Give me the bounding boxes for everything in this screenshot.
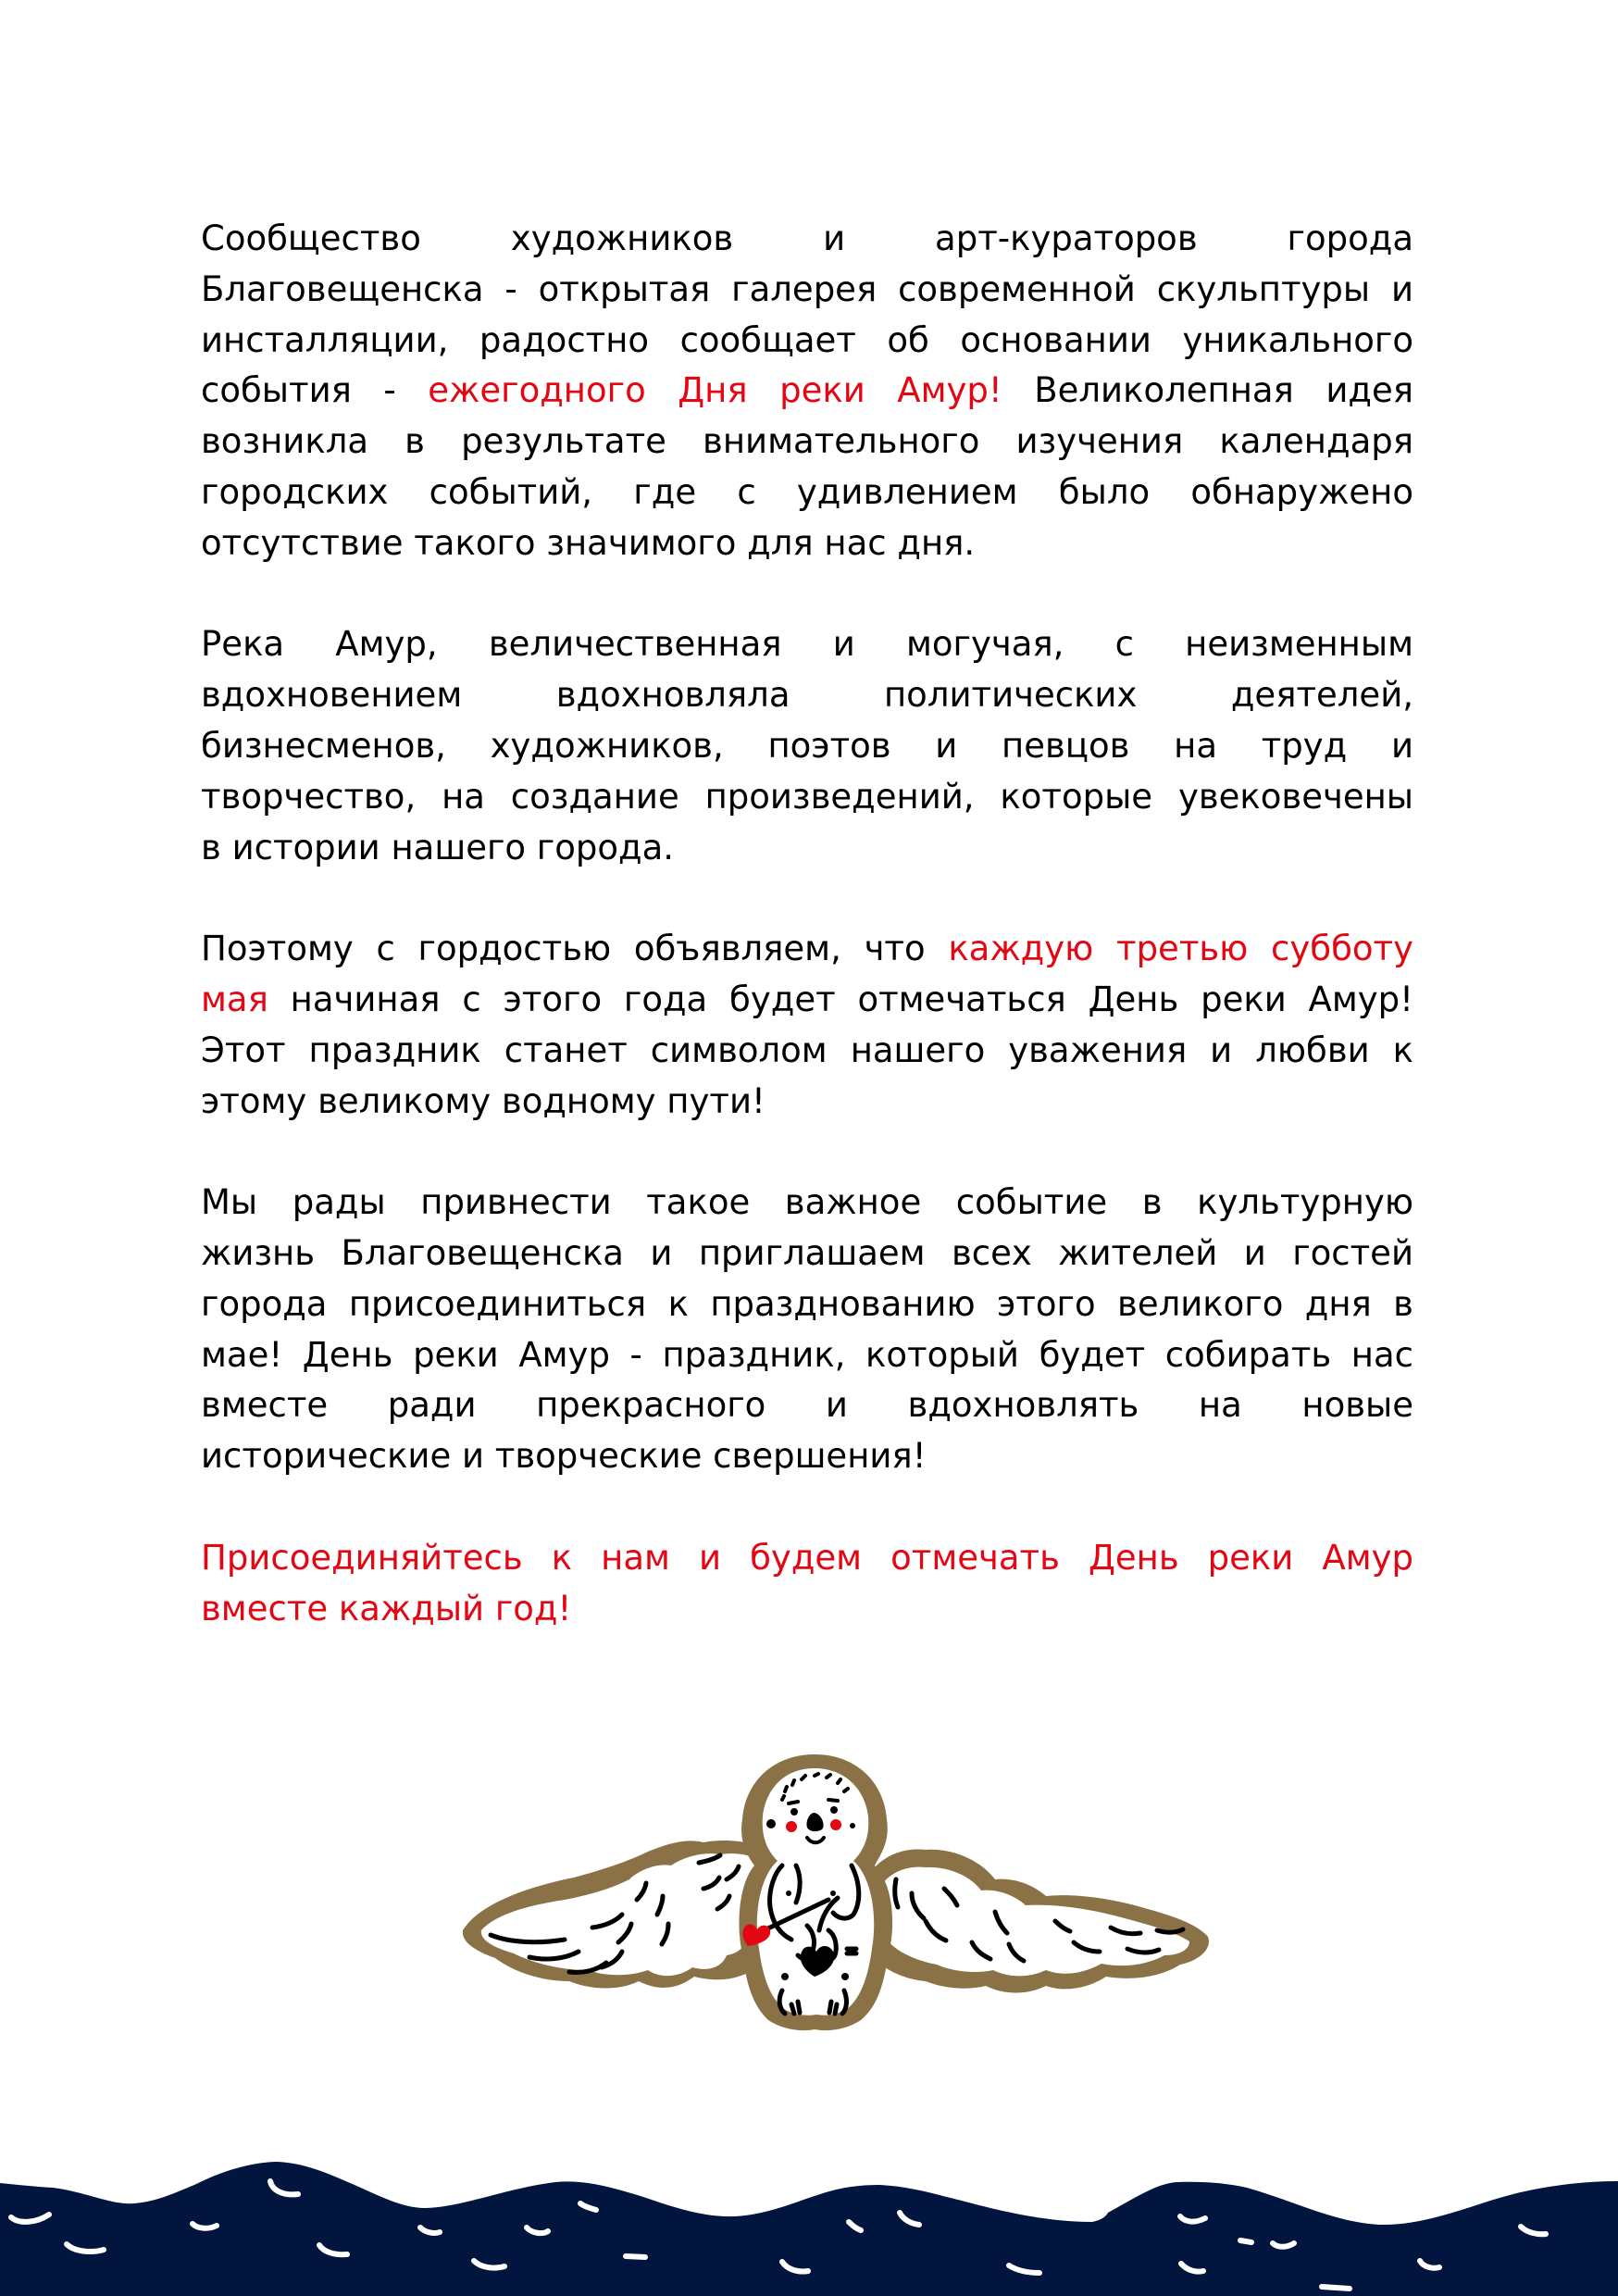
text-segment: этому великому водному пути! xyxy=(201,1080,765,1121)
text-segment: вместе каждый год! xyxy=(201,1588,572,1628)
text-segment: в истории нашего города. xyxy=(201,827,675,867)
text-segment: исторические и творческие свершения! xyxy=(201,1436,927,1477)
text-segment: Мы рады привнести такое важное событие в культурную xyxy=(201,1182,1413,1223)
text-segment: Присоединяйтесь к нам и будем отмечать День реки Амур xyxy=(201,1537,1413,1578)
text-segment: вместе ради прекрасного и вдохновлять на новые xyxy=(201,1385,1413,1426)
cupid-illustration xyxy=(463,1754,1209,2030)
text-segment: жизнь Благовещенска и приглашаем всех жителей и гостей xyxy=(201,1233,1413,1273)
text-segment: городских событий, где с удивлением было обнаружено xyxy=(201,472,1413,512)
text-segment: Благовещенска - открытая галерея современной скульптуры и xyxy=(201,268,1413,309)
text-segment: города присоединиться к празднованию этого великого дня в xyxy=(201,1283,1413,1324)
highlighted-text: ежегодного Дня реки Амур! xyxy=(428,370,1002,411)
text-segment: Великолепная идея xyxy=(1002,370,1413,411)
text-segment: вдохновением вдохновляла политических деятелей, xyxy=(201,675,1413,716)
cupid-body xyxy=(739,1754,892,2030)
right-wing xyxy=(865,1849,1209,1992)
text-segment: отсутствие такого значимого для нас дня. xyxy=(201,522,976,563)
text-segment: Этот праздник станет символом нашего уважения и любви к xyxy=(201,1029,1413,1070)
text-segment: начиная с этого года будет отмечаться День реки Амур! xyxy=(268,980,1413,1019)
text-segment: инсталляции, радостно сообщает об основании уникального xyxy=(201,319,1413,360)
text-segment: творчество, на создание произведений, которые увековечены xyxy=(201,776,1413,817)
text-segment: мае! День реки Амур - праздник, который будет собирать нас xyxy=(201,1334,1413,1375)
river-waves xyxy=(0,2162,1618,2296)
text-segment: Поэтому с гордостью объявляем, что xyxy=(201,929,949,969)
text-segment: возникла в результате внимательного изучения календаря xyxy=(201,421,1413,462)
text-segment: события - xyxy=(201,370,429,411)
text-segment: Река Амур, величественная и могучая, с неизменным xyxy=(201,624,1413,665)
highlighted-text: мая xyxy=(201,980,268,1019)
text-segment: бизнесменов, художников, поэтов и певцов на труд и xyxy=(201,726,1413,766)
text-segment: Сообщество художников и арт-кураторов города xyxy=(201,218,1413,258)
highlighted-text: каждую третью субботу xyxy=(948,929,1413,969)
